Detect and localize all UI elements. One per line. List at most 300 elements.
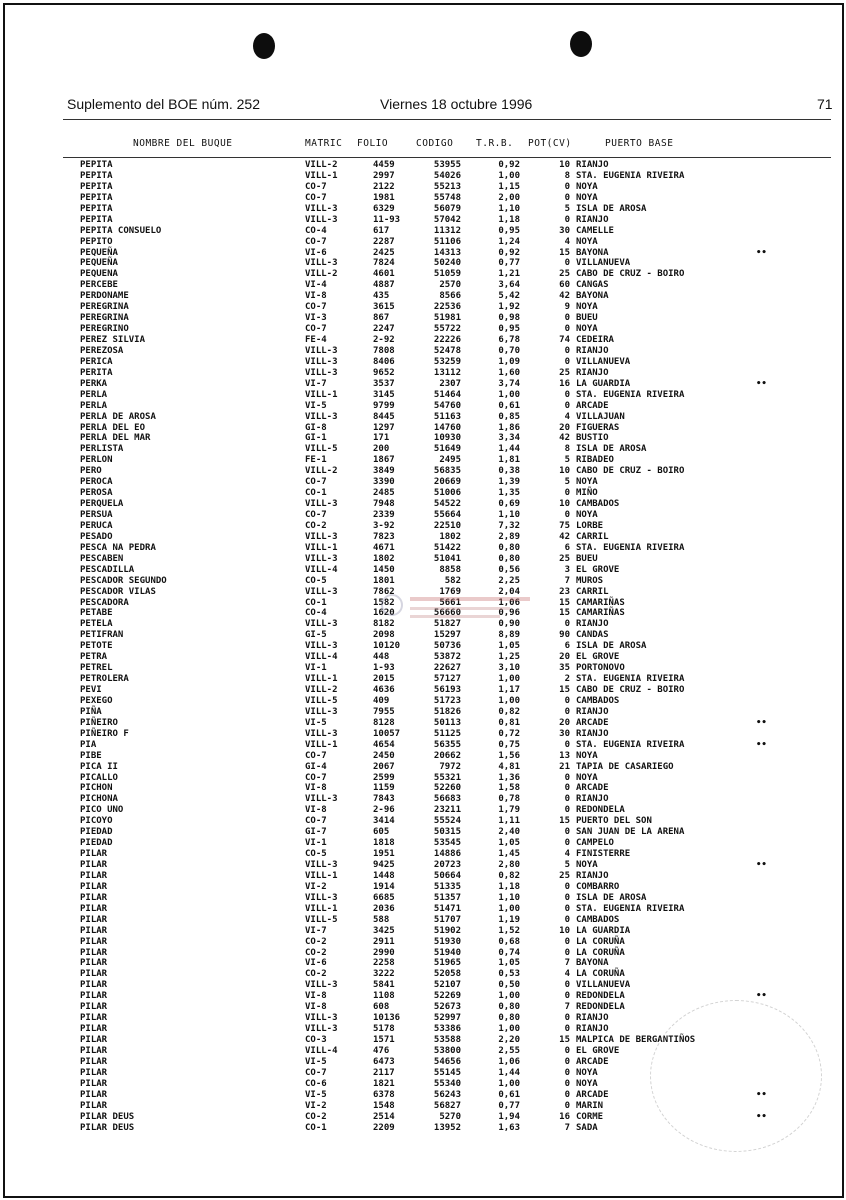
matricula: GI-1 [305,433,327,444]
table-row [0,849,846,860]
vessel-name: PILAR [80,903,108,914]
matricula: VILL-3 [305,728,338,739]
trb: 7,32 [498,520,520,531]
matricula: VILL-3 [305,641,338,652]
matricula: CO-7 [305,236,327,247]
folio: 9799 [373,400,395,411]
puerto-base: CARRIL [576,586,609,597]
matricula: VILL-3 [305,214,338,225]
folio: 3849 [373,466,395,477]
trb: 0,38 [498,466,520,477]
puerto-base: SAN JUAN DE LA ARENA [576,827,685,838]
codigo: 22510 [433,520,461,531]
vessel-table [0,160,846,1133]
vessel-name: PEQUENA [80,269,118,280]
table-row [0,904,846,915]
puerto-base: NOYA [576,324,598,335]
folio: 7862 [373,586,395,597]
puerto-base: ARCADE [576,400,609,411]
puerto-base: MARIN [576,1100,604,1111]
potencia: 15 [559,608,570,619]
potencia: 15 [559,1035,570,1045]
codigo: 54026 [433,170,461,181]
trb: 1,35 [498,488,520,499]
trb: 2,80 [498,860,520,870]
vessel-name: PEPITA [80,203,113,214]
puerto-base: VILLAJUAN [576,411,625,422]
puerto-base: RIANJO [576,728,609,739]
vessel-name: PICHON [80,783,113,794]
matricula: VILL-1 [305,542,338,553]
matricula: VI-6 [305,247,327,258]
folio: 1159 [373,783,395,794]
table-row [0,773,846,784]
puerto-base: NOYA [576,750,598,761]
folio: 7808 [373,345,395,356]
potencia: 0 [564,783,570,794]
vessel-name: PILAR [80,1078,108,1089]
potencia: 15 [559,247,570,258]
codigo: 20723 [433,860,461,870]
vessel-name: PEREGRINA [80,302,129,313]
vessel-name: PERKA [80,378,108,389]
potencia: 25 [559,269,570,280]
matricula: VI-4 [305,280,327,291]
table-row [0,641,846,652]
vessel-name: PILAR [80,1067,108,1078]
codigo: 53386 [433,1024,461,1035]
matricula: VILL-1 [305,389,338,400]
codigo: 50315 [433,827,461,838]
vessel-name: PIA [80,739,97,750]
vessel-name: PERCEBE [80,280,118,291]
vessel-name: PERLA DE AROSA [80,411,156,422]
codigo: 51930 [433,936,461,947]
vessel-name: PESCADOR VILAS [80,586,156,597]
puerto-base: ISLA DE AROSA [576,444,647,455]
table-row [0,948,846,959]
codigo: 51125 [433,728,461,739]
codigo: 51357 [433,892,461,903]
codigo: 53872 [433,652,461,663]
potencia: 0 [564,892,570,903]
trb: 2,25 [498,575,520,586]
table-row [0,182,846,193]
vessel-name: PETRA [80,652,108,663]
trb: 1,00 [498,991,520,1002]
puerto-base: ARCADE [576,717,609,728]
trb: 1,39 [498,477,520,488]
vessel-name: PEPITA [80,181,113,192]
codigo: 14886 [433,849,461,860]
folio: 10057 [373,728,401,739]
matricula: VILL-5 [305,914,338,925]
table-row [0,762,846,773]
puerto-base: NOYA [576,1067,598,1078]
potencia: 25 [559,553,570,564]
matricula: VI-6 [305,958,327,969]
puerto-base: TAPIA DE CASARIEGO [576,761,674,772]
trb: 1,10 [498,892,520,903]
matricula: CO-6 [305,1078,327,1089]
trb: 1,63 [498,1122,520,1133]
vessel-name: PESADO [80,531,113,542]
matricula: VILL-3 [305,531,338,542]
vessel-name: PILAR [80,849,108,860]
potencia: 30 [559,728,570,739]
puerto-base: FINISTERRE [576,849,631,860]
puerto-base: RIANJO [576,706,609,717]
folio: 6473 [373,1056,395,1067]
puerto-base: CABO DE CRUZ - BOIRO [576,685,685,695]
potencia: 0 [564,400,570,411]
codigo: 8566 [439,291,461,302]
table-row [0,193,846,204]
puerto-base: RIANJO [576,870,609,881]
puerto-base: CAMBADOS [576,914,620,925]
folio: 10120 [373,641,401,652]
potencia: 5 [564,860,570,870]
vessel-name: PERO [80,466,102,477]
folio: 1548 [373,1100,395,1111]
vessel-name: PILAR [80,1035,108,1045]
matricula: VI-5 [305,1056,327,1067]
official-stamp [650,1000,822,1152]
puerto-base: BUEU [576,553,598,564]
potencia: 0 [564,1089,570,1100]
potencia: 0 [564,1100,570,1111]
puerto-base: CAMBADOS [576,499,620,510]
codigo: 56660 [433,608,461,619]
row-marker: •• [756,991,767,1002]
codigo: 51422 [433,542,461,553]
vessel-name: PERICA [80,356,113,367]
puerto-base: NOYA [576,181,598,192]
table-row [0,827,846,838]
matricula: VI-3 [305,313,327,324]
folio: 5178 [373,1024,395,1035]
matricula: VI-5 [305,717,327,728]
folio: 6329 [373,203,395,214]
codigo: 2307 [439,378,461,389]
puerto-base: NOYA [576,302,598,313]
column-header-pot: POT(CV) [528,138,572,149]
folio: 4887 [373,280,395,291]
puerto-base: MALPICA DE BERGANTIÑOS [576,1035,696,1045]
codigo: 5270 [439,1111,461,1122]
table-row [0,510,846,521]
table-row [0,980,846,991]
vessel-name: PETELA [80,619,113,630]
matricula: CO-4 [305,608,327,619]
trb: 3,64 [498,280,520,291]
folio: 2-92 [373,335,395,345]
puerto-base: LA CORUÑA [576,936,625,947]
folio: 2098 [373,630,395,641]
folio: 6378 [373,1089,395,1100]
potencia: 6 [564,641,570,652]
folio: 2036 [373,903,395,914]
vessel-name: PERITA [80,367,113,378]
trb: 0,98 [498,313,520,324]
trb: 5,42 [498,291,520,302]
trb: 0,80 [498,542,520,553]
trb: 2,55 [498,1045,520,1056]
vessel-name: PESCA NA PEDRA [80,542,156,553]
matricula: VILL-3 [305,553,338,564]
potencia: 0 [564,936,570,947]
table-row [0,882,846,893]
table-row [0,368,846,379]
folio: 4459 [373,160,395,170]
row-marker: •• [756,1089,767,1100]
potencia: 2 [564,674,570,685]
vessel-name: PEXEGO [80,695,113,706]
codigo: 52997 [433,1013,461,1024]
potencia: 13 [559,750,570,761]
codigo: 55340 [433,1078,461,1089]
folio: 3615 [373,302,395,313]
table-row [0,565,846,576]
puerto-base: CANDAS [576,630,609,641]
trb: 1,11 [498,816,520,827]
puerto-base: VILLANUEVA [576,980,631,991]
folio: 3222 [373,969,395,980]
codigo: 56355 [433,739,461,750]
vessel-name: PILAR [80,1013,108,1024]
puerto-base: COMBARRO [576,881,620,892]
trb: 1,52 [498,925,520,936]
folio: 2117 [373,1067,395,1078]
trb: 1,81 [498,455,520,466]
binder-hole-left [253,33,275,59]
vessel-name: PERLISTA [80,444,124,455]
codigo: 55722 [433,324,461,335]
potencia: 10 [559,160,570,170]
table-row [0,488,846,499]
trb: 0,95 [498,324,520,335]
potencia: 0 [564,324,570,335]
table-row [0,433,846,444]
trb: 1,18 [498,881,520,892]
puerto-base: PUERTO DEL SON [576,816,652,827]
trb: 2,89 [498,531,520,542]
trb: 1,06 [498,1056,520,1067]
codigo: 56827 [433,1100,461,1111]
codigo: 56683 [433,794,461,805]
table-row [0,248,846,259]
matricula: CO-7 [305,324,327,335]
matricula: CO-7 [305,816,327,827]
codigo: 7972 [439,761,461,772]
potencia: 42 [559,531,570,542]
table-row [0,707,846,718]
binder-hole-right [570,31,592,57]
vessel-name: PESCADOR SEGUNDO [80,575,167,586]
vessel-name: PEREZ SILVIA [80,335,146,345]
table-row [0,346,846,357]
vessel-name: PILAR [80,1100,108,1111]
trb: 2,00 [498,192,520,203]
page-number: 71 [817,96,833,112]
potencia: 30 [559,225,570,236]
vessel-name: PEREZOSA [80,345,124,356]
matricula: VILL-3 [305,345,338,356]
row-marker: •• [756,247,767,258]
vessel-name: PEPITA [80,170,113,181]
matricula: VI-1 [305,838,327,849]
trb: 1,00 [498,695,520,706]
matricula: CO-7 [305,750,327,761]
table-row [0,794,846,805]
codigo: 51006 [433,488,461,499]
table-row [0,324,846,335]
codigo: 1769 [439,586,461,597]
table-row [0,663,846,674]
puerto-base: NOYA [576,772,598,783]
potencia: 20 [559,717,570,728]
matricula: VILL-1 [305,674,338,685]
puerto-base: REDONDELA [576,991,625,1002]
trb: 1,56 [498,750,520,761]
matricula: CO-7 [305,477,327,488]
vessel-name: PERDONAME [80,291,129,302]
puerto-base: CEDEIRA [576,335,614,345]
codigo: 11312 [433,225,461,236]
codigo: 56079 [433,203,461,214]
trb: 1,24 [498,236,520,247]
vessel-name: PETREL [80,663,113,674]
folio: 1448 [373,870,395,881]
folio: 1-93 [373,663,395,674]
codigo: 54522 [433,499,461,510]
matricula: VI-1 [305,663,327,674]
table-header-rule [63,157,831,158]
matricula: VI-7 [305,925,327,936]
potencia: 0 [564,389,570,400]
matricula: VILL-1 [305,170,338,181]
table-row [0,455,846,466]
matricula: VILL-4 [305,564,338,575]
folio: 2209 [373,1122,395,1133]
potencia: 20 [559,422,570,433]
puerto-base: CARRIL [576,531,609,542]
folio: 2599 [373,772,395,783]
codigo: 52673 [433,1002,461,1013]
codigo: 55321 [433,772,461,783]
table-row [0,751,846,762]
matricula: VI-8 [305,805,327,816]
potencia: 10 [559,499,570,510]
table-row [0,204,846,215]
puerto-base: RIANJO [576,619,609,630]
potencia: 0 [564,881,570,892]
table-row [0,335,846,346]
vessel-name: PETABE [80,608,113,619]
trb: 3,74 [498,378,520,389]
matricula: VILL-3 [305,367,338,378]
trb: 1,10 [498,203,520,214]
header-rule [63,119,831,120]
codigo: 54760 [433,400,461,411]
table-row [0,269,846,280]
trb: 0,80 [498,1002,520,1013]
matricula: CO-7 [305,302,327,313]
matricula: CO-7 [305,510,327,520]
matricula: VI-7 [305,378,327,389]
puerto-base: VILLANUEVA [576,258,631,269]
folio: 7843 [373,794,395,805]
puerto-base: BUEU [576,313,598,324]
codigo: 55748 [433,192,461,203]
column-header-matric: MATRIC [305,138,343,149]
potencia: 0 [564,488,570,499]
vessel-name: PEPITA [80,214,113,225]
puerto-base: NOYA [576,1078,598,1089]
matricula: VI-2 [305,881,327,892]
matricula: VILL-3 [305,794,338,805]
codigo: 51707 [433,914,461,925]
potencia: 0 [564,706,570,717]
matricula: CO-2 [305,969,327,980]
potencia: 9 [564,302,570,313]
folio: 605 [373,827,390,838]
folio: 867 [373,313,390,324]
puerto-base: ISLA DE AROSA [576,892,647,903]
vessel-name: PEQUEÑA [80,247,118,258]
trb: 8,89 [498,630,520,641]
trb: 1,00 [498,170,520,181]
folio: 2450 [373,750,395,761]
matricula: CO-1 [305,1122,327,1133]
folio: 476 [373,1045,390,1056]
puerto-base: CANGAS [576,280,609,291]
column-header-port: PUERTO BASE [605,138,674,149]
vessel-name: PILAR [80,991,108,1002]
puerto-base: RIBADEO [576,455,614,466]
vessel-name: PICHONA [80,794,118,805]
codigo: 53588 [433,1035,461,1045]
matricula: VILL-2 [305,160,338,170]
potencia: 10 [559,466,570,477]
folio: 9652 [373,367,395,378]
potencia: 0 [564,805,570,816]
folio: 2485 [373,488,395,499]
potencia: 8 [564,444,570,455]
potencia: 0 [564,214,570,225]
folio: 1802 [373,553,395,564]
potencia: 0 [564,1013,570,1024]
matricula: VILL-3 [305,892,338,903]
codigo: 57042 [433,214,461,225]
table-row [0,401,846,412]
codigo: 51940 [433,947,461,958]
vessel-name: PILAR [80,980,108,991]
potencia: 0 [564,356,570,367]
folio: 4636 [373,685,395,695]
potencia: 15 [559,597,570,608]
puerto-base: NOYA [576,510,598,520]
table-row [0,390,846,401]
trb: 1,21 [498,269,520,280]
table-row [0,543,846,554]
matricula: FE-4 [305,335,327,345]
potencia: 0 [564,313,570,324]
vessel-name: PILAR [80,969,108,980]
matricula: CO-3 [305,1035,327,1045]
table-row [0,226,846,237]
puerto-base: RIANJO [576,345,609,356]
